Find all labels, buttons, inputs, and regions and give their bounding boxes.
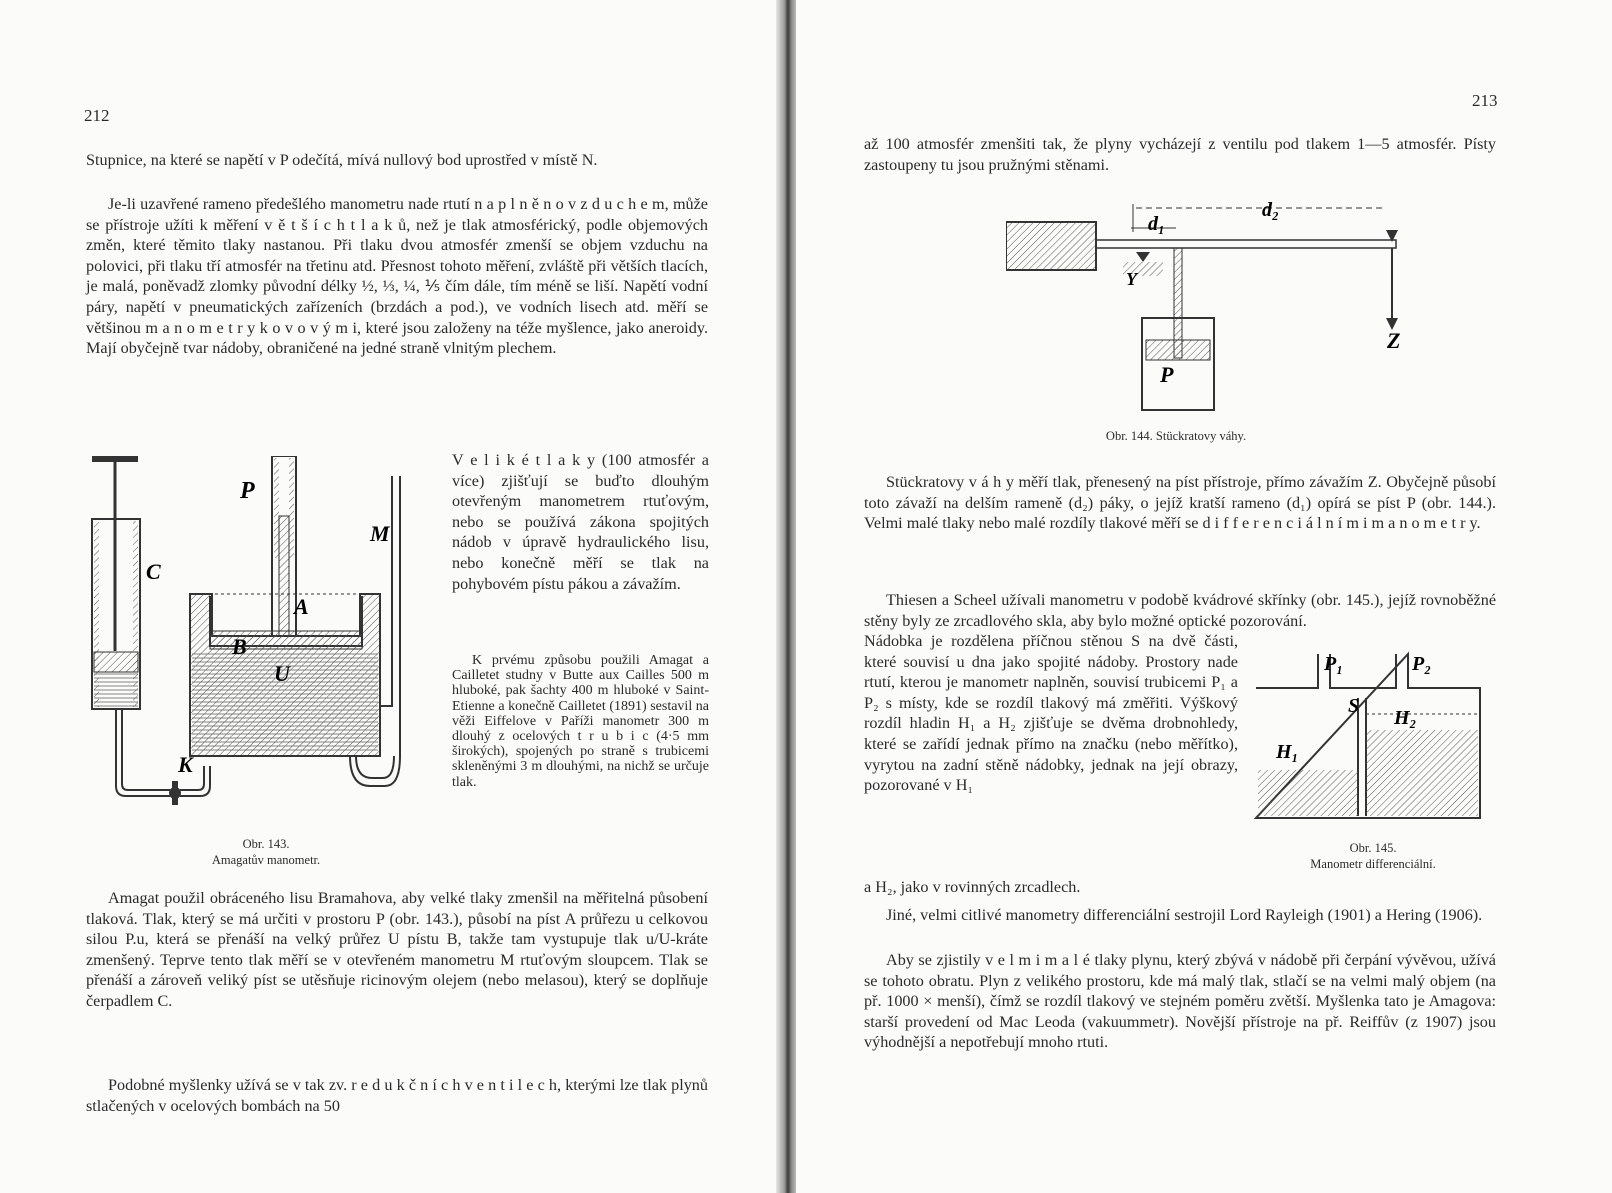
paragraph-very-small-pressures: Aby se zjistily v e l m i m a l é tlaky plynu, který zbývá v nádobě při čerpání vývěvou, užívá se tohoto obratu. Plyn z velikého prostoru, kde má malý tlak, stlačí se na velmi malý objem (na př. 1000 × menší), čímž se rozdíl tlakový ve stejném poměru zvětší. Myšlenka tato je Amagova: starší provedení od Mac Leoda (vakuummetr). Novější přístroje na př. Reiffův (z 1907) jsou výhodnější a nepotřebují mnoho rtuti. <box>864 951 1496 1052</box>
figure-144-caption: Obr. 144. Stückratovy váhy. <box>1105 429 1247 443</box>
figure-143-caption <box>166 836 366 868</box>
label-U: U <box>274 661 290 686</box>
label-P2: P₂ <box>1412 653 1432 675</box>
paragraph-rayleigh: Jiné, velmi citlivé manometry differenciální sestrojil Lord Rayleigh (1901) a Hering (1906). <box>886 906 1483 924</box>
paragraph-cailletet: K prvému způsobu použili Amagat a Cailletet studny v Butte aux Cailles 500 m hluboké, pak šachty 400 m hluboké v Saint-Etienne a konečně Cailletet (1891) sestavil na věži Eiffelove v Paříži manometr 300 m dlouhý z ocelových t r u b i c (4·5 mm širokých), spojených po straně s trubicemi skleněnými 3 m dlouhými, na nichž se určuje tlak. <box>452 653 709 790</box>
label-Z: Z <box>1387 328 1401 353</box>
label-C: C <box>146 559 161 584</box>
label-K: K <box>178 752 193 777</box>
paragraph-continued: až 100 atmosfér zmenšiti tak, že plyny vycházejí z ventilu pod tlakem 1—5 atmosfér. Písty zastoupeny tu jsou pružnými stěnami. <box>864 135 1496 174</box>
paragraph-vessel-tail: a H₂, jako v rovinných zrcadlech. <box>864 878 1081 896</box>
paragraph-amagat: Amagat použil obráceného lisu Bramahova, aby velké tlaky zmenšil na měřitelná působení tlaková. Tlak, který se má určiti v prostoru P (obr. 143.), působí na píst A průřezu u celkovou silou P.u, která se přenáší na velký průřez U pístu B, takže tam vystupuje tlak u/U-kráte zmenšený. Teprve tento tlak měří se v otevřeném manometru M rtuťovým sloupcem. Tlak se přenáší a zároveň veliký píst se utěsňuje ricinovým olejem (nebo melasou), který se doplňuje čerpadlem C. <box>86 889 708 1010</box>
label-P1: P₁ <box>1324 653 1344 675</box>
paragraph-scale: Stupnice, na které se napětí v P odečítá, mívá nullový bod uprostřed v místě N. <box>86 151 598 169</box>
paragraph-thiesen-scheel: Thiesen a Scheel užívali manometru v podobě kvádrové skřínky (obr. 145.), jejíž rovnoběžné stěny byly ze zrcadlového skla, aby bylo možné optické pozorování. <box>864 591 1496 630</box>
label-d2: d₂ <box>1262 200 1279 221</box>
label-P: P <box>240 478 255 504</box>
label-S: S <box>1348 695 1360 717</box>
page-number-left: 212 <box>84 106 110 125</box>
label-Y: Y <box>1126 269 1137 289</box>
right-page <box>796 0 1612 1193</box>
label-A: A <box>294 594 309 619</box>
figure-143-amagat-manometer <box>80 456 415 832</box>
paragraph-stuckrat: Stückratovy v á h y měří tlak, přenesený na píst přístroje, přímo závažím Z. Obyčejně působí toto závaží na delším rameně (d₂) páky, o jejíž kratší rameno (d₁) opírá se píst P (obr. 144.). Velmi malé tlaky nebo malé rozdíly tlakové měří se d i f f e r e n c i á l n í m i m a n o m e t r y. <box>864 473 1496 533</box>
label-d1: d₁ <box>1148 213 1165 235</box>
figure-145-caption-title: Manometr differenciální. <box>1310 857 1436 871</box>
label-M: M <box>370 521 390 546</box>
figure-145-caption <box>1248 840 1498 872</box>
figure-143-caption-number: Obr. 143. <box>242 837 290 851</box>
label-H1: H₁ <box>1276 741 1299 763</box>
label-B: B <box>232 634 247 659</box>
label-H2: H₂ <box>1394 707 1417 729</box>
paragraph-vessel: Nádobka je rozdělena příčnou stěnou S na dvě části, které souvisí u dna jako spojité nádoby. Prostory nade rtutí, kterou je manometr naplněn, souvisí trubicemi P₁ a P₂ s místy, kde se rozdíl tlakový má změřiti. Výškový rozdíl hladin H₁ a H₂ zjišťuje se dvěma drobnohledy, které se zařídí jednak přímo na značku (nebo měřítko), vyrytou na zadní stěně nádobky, jednak na její obrazy, pozorované v H₁ <box>864 632 1238 795</box>
paragraph-large-pressures: V e l i k é t l a k y (100 atmosfér a více) zjišťují se buďto dlouhým otevřeným manometrem rtuťovým, nebo se používá zákona spojitých nádob v úpravě hydraulického lisu, nebo konečně měří se tlak na pohybovém pístu pákou a závažím. <box>452 451 709 593</box>
figure-143-caption-title: Amagatův manometr. <box>211 853 321 867</box>
figure-145-differential-manometer <box>1248 648 1498 830</box>
paragraph-compressed-air: Je-li uzavřené rameno předešlého manometru nade rtutí n a p l n ě n o v z d u c h e m, může se přístroje užíti k měření v ě t š í c h t l a k ů, než je tlak atmosférický, podle objemových změn, které těmito tlaky nastanou. Při tlaku dvou atmosfér zmenší se objem vzduchu na polovici, při tlaku tří atmosfér na třetinu atd. Přesnost tohoto měření, zvláště při větších tlacích, je malá, poněvadž zlomky původní délky ½, ⅓, ¼, ⅕ čím dále, tím méně se liší. Napětí vodní páry, napětí v pneumatických zařízeních (brzdách a pod.), ve vodních lisech atd. měří se většinou m a n o m e t r y k o v o v ý m i, které jsou založeny na téže myšlence, jako aneroidy. Mají obyčejně tvar nádoby, obraničené na jedné straně vlnitým plechem. <box>86 195 708 358</box>
figure-145-caption-number: Obr. 145. <box>1349 841 1397 855</box>
left-page <box>0 0 780 1193</box>
figure-144-stuckrat-balance <box>1006 200 1446 420</box>
paragraph-reducing-valves: Podobné myšlenky užívá se v tak zv. r e d u k č n í c h v e n t i l e c h, kterými lze tlak plynů stlačených v ocelových bombách na 50 <box>86 1076 708 1115</box>
page-number-right: 213 <box>1472 91 1498 110</box>
label-P-144: P <box>1160 362 1174 387</box>
